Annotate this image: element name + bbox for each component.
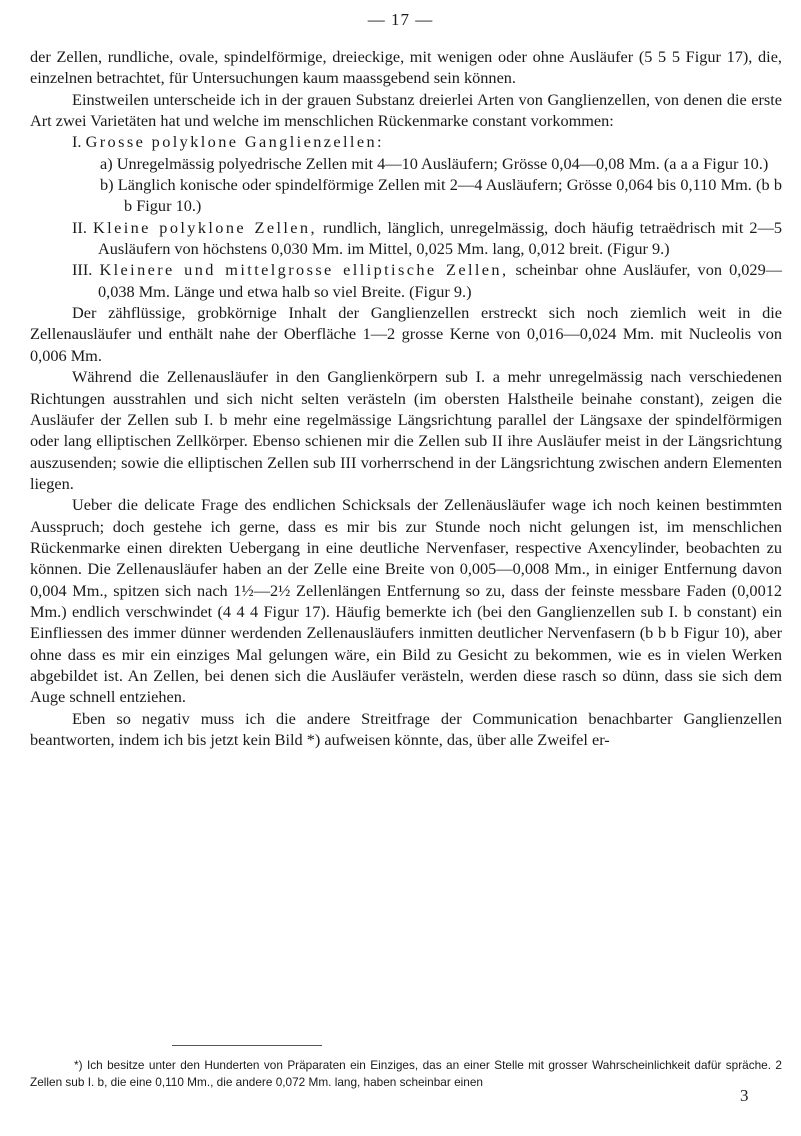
footnote-divider — [172, 1045, 322, 1046]
list-heading: Kleine polyklone Zellen, — [93, 217, 317, 237]
list-numeral: II. — [72, 217, 87, 237]
list-item-i — [30, 131, 782, 152]
page-number: — 17 — — [367, 10, 434, 29]
list-subitem-b: b) Länglich konische oder spindelförmige Zellen mit 2—4 Ausläufern; Grösse 0,064 bis 0,110 Mm. (b b b Figur 10.) — [100, 175, 782, 216]
body-text — [30, 46, 782, 750]
paragraph: der Zellen, rundliche, ovale, spindelförmige, dreieckige, mit wenigen oder ohne Ausläufer (5 5 5 Figur 17), die, einzelnen betrachtet, für Untersuchungen kaum maassgebend sein können. — [30, 47, 782, 88]
list-heading: Grosse polyklone Ganglienzellen: — [85, 132, 384, 152]
footnote-text: *) Ich besitze unter den Hunderten von Präparaten ein Einziges, das an einer Stelle mit grosser Wahrscheinlichkeit dafür spräche. 2 Zellen sub I. b, die eine 0,110 Mm., die andere 0,072 Mm. lang, haben scheinbar einen — [30, 1058, 782, 1089]
paragraph: Eben so negativ muss ich die andere Streitfrage der Communication benachbarter Ganglienzellen beantworten, indem ich bis jetzt kein Bild *) aufweisen könnte, das, über alle Zweifel er- — [30, 708, 782, 749]
signature-mark: 3 — [740, 1086, 749, 1105]
footnote — [30, 1057, 782, 1091]
paragraph: Ueber die delicate Frage des endlichen Schicksals der Zellenäusläufer wage ich noch keinen bestimmten Ausspruch; doch gestehe ich gerne, dass es mir bis zur Stunde noch nicht gelungen ist, im menschlichen Rückenmarke einen direkten Uebergang in eine deutliche Nervenfaser, respective Axencylinder, beobachten zu können. Die Zellenausläufer haben an der Zelle eine Breite von 0,005—0,008 Mm., in einiger Entfernung davon 0,004 Mm., spitzen sich nach 1½—2½ Zellenlängen Entfernung so zu, dass der feinste messbare Faden (0,0012 Mm.) endlich verschwindet (4 4 4 Figur 17). Häufig bemerkte ich (bei den Ganglienzellen sub I. b constant) ein Einfliessen des immer dünner werdenden Zellenausläufers inmitten deutlicher Nervenfasern (b b b Figur 10), aber ohne dass es mir ein einziges Mal gelungen wäre, ein Bild zu Gesicht zu bekommen, wie es in vielen Werken abgebildet ist. An Zellen, bei denen sich die Ausläufer verästeln, werden diese rasch so dünn, dass sie sich dem Auge schnell entziehen. — [30, 495, 782, 707]
list-heading: Kleinere und mittelgrosse elliptische Zellen, — [99, 260, 509, 280]
paragraph: Der zähflüssige, grobkörnige Inhalt der Ganglienzellen erstreckt sich noch ziemlich weit in die Zellenausläufer und enthält nahe der Oberfläche 1—2 grosse Kerne von 0,016—0,024 Mm. mit Nucleolis von 0,006 Mm. — [30, 303, 782, 365]
list-item-ii — [30, 217, 782, 260]
list-numeral: III. — [72, 260, 93, 280]
paragraph: Einstweilen unterscheide ich in der grauen Substanz dreierlei Arten von Ganglienzellen, von denen die erste Art zwei Varietäten hat und welche im menschlichen Rückenmarke constant vorkommen: — [30, 89, 782, 131]
list-text: scheinbar ohne Ausläufer, von 0,029—0,038 Mm. Länge und etwa halb so viel Breite. (Figur 9.) — [98, 260, 782, 301]
paragraph: Während die Zellenausläufer in den Ganglienkörpern sub I. a mehr unregelmässig nach verschiedenen Richtungen ausstrahlen und sich nicht selten verästeln (im obersten Halstheile beinahe constant), zeigen die Ausläufer der Zellen sub I. b mehr eine regelmässige Längsrichtung parallel der Längsaxe der spindelförmigen oder lang elliptischen Zellkörper. Ebenso schienen mir die Zellen sub II ihre Ausläufer meist in der Längsrichtung auszusenden; sowie die elliptischen Zellen sub III vorherrschend in der Längsrichtung zwischen andern Elementen liegen. — [30, 367, 782, 493]
list-numeral: I. — [72, 132, 82, 152]
list-item-iii — [30, 259, 782, 302]
list-text: rundlich, länglich, unregelmässig, doch häufig tetraëdrisch mit 2—5 Ausläufern von höchstens 0,030 Mm. im Mittel, 0,025 Mm. lang, 0,012 breit. (Figur 9.) — [98, 217, 782, 259]
list-subitem-a: a) Unregelmässig polyedrische Zellen mit 4—10 Ausläufern; Grösse 0,04—0,08 Mm. (a a a Figur 10.) — [100, 153, 769, 173]
